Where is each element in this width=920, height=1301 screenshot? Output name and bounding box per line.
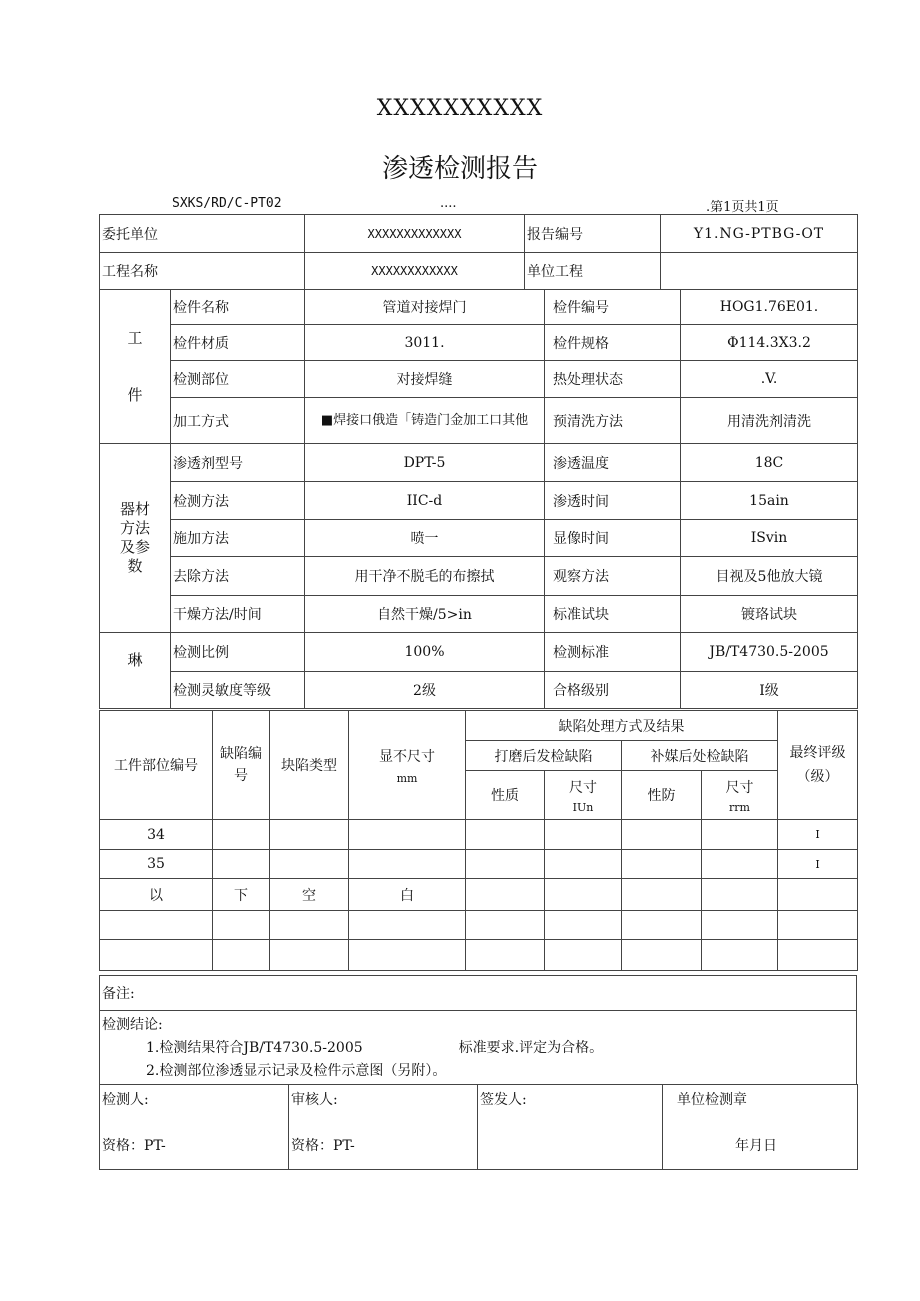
param-label: 检测比例 (171, 633, 305, 672)
param-label: 观察方法 (545, 557, 681, 596)
cell: I (778, 820, 858, 850)
col-nature-2: 性防 (622, 771, 702, 820)
cell (213, 940, 270, 971)
cell (702, 940, 778, 971)
cell (702, 879, 778, 911)
workpiece-label-2: 件 (127, 385, 143, 404)
conclusion-table (99, 975, 857, 1085)
param-label: 检件材质 (171, 325, 305, 361)
reviewer-label: 审核人: (291, 1092, 338, 1108)
cell (622, 820, 702, 850)
param-value: ISvin (681, 520, 858, 557)
form-code: SXKS/RD/C-PT02 (172, 196, 282, 211)
stamp-cell (663, 1085, 858, 1170)
size-2-label: 尺寸 (725, 779, 754, 796)
col-after-grind: 打磨后发检缺陷 (466, 741, 622, 771)
cell (270, 940, 349, 971)
cell (466, 879, 545, 911)
param-value: 自然干燥/5>in (305, 596, 545, 633)
cell (702, 850, 778, 879)
display-size-unit: mm (396, 771, 418, 785)
remarks-label: 备注: (100, 976, 857, 1011)
cell (778, 940, 858, 971)
param-label: 检件规格 (545, 325, 681, 361)
inspector-qualification: 资格：PT- (102, 1138, 166, 1154)
conclusion-label: 检测结论: (102, 1017, 163, 1033)
size-1-unit: IUn (572, 800, 594, 814)
param-value: JB/T4730.5-2005 (681, 633, 858, 672)
param-value: 18C (681, 444, 858, 482)
company-name: XXXXXXXXXX (376, 96, 544, 121)
param-value: Φ114.3X3.2 (681, 325, 858, 361)
param-label: 检件名称 (171, 290, 305, 325)
cell (545, 911, 622, 940)
param-value: 对接焊缝 (305, 361, 545, 398)
param-label: 施加方法 (171, 520, 305, 557)
param-value: 100% (305, 633, 545, 672)
page-info: .第1页共1页 (706, 200, 779, 215)
param-value: .V. (681, 361, 858, 398)
param-label: 去除方法 (171, 557, 305, 596)
cell: 空 (270, 879, 349, 911)
cell (622, 911, 702, 940)
table-row (100, 850, 858, 879)
cell (778, 879, 858, 911)
top-info-table (99, 214, 858, 290)
param-value: 2级 (305, 672, 545, 709)
cell: 白 (349, 879, 466, 911)
inspector-label: 检测人: (102, 1092, 149, 1108)
project-label: 工程名称 (100, 253, 305, 290)
param-label: 检测部位 (171, 361, 305, 398)
cell (778, 911, 858, 940)
report-title: 渗透检测报告 (381, 154, 538, 184)
cell (100, 911, 213, 940)
param-value: 用清洗剂清洗 (681, 398, 858, 444)
cell (622, 850, 702, 879)
cell (545, 850, 622, 879)
workpiece-label-1: 工 (127, 328, 143, 347)
col-size-1 (545, 771, 622, 820)
issuer-cell (478, 1085, 663, 1170)
param-label: 检测标准 (545, 633, 681, 672)
conclusion-cell (100, 1011, 857, 1085)
conclusion-line-1 (102, 1037, 854, 1060)
unit-label: 单位工程 (525, 253, 661, 290)
cell (213, 850, 270, 879)
cell (349, 940, 466, 971)
cell (466, 820, 545, 850)
param-value: I级 (681, 672, 858, 709)
cell (545, 820, 622, 850)
parameters-table (99, 289, 858, 709)
param-value: 用干净不脱毛的布擦拭 (305, 557, 545, 596)
technique-group: 琳 (100, 633, 171, 709)
col-display-size (349, 711, 466, 820)
cell (622, 879, 702, 911)
param-label: 检件编号 (545, 290, 681, 325)
unit-stamp-label: 单位检测章 (677, 1092, 747, 1108)
param-value: IIC-d (305, 482, 545, 520)
cell (349, 850, 466, 879)
signature-table (99, 1084, 858, 1170)
cell (213, 820, 270, 850)
table-row (100, 879, 858, 911)
display-size-label: 显不尺寸 (379, 748, 435, 765)
col-defect-type: 块陷类型 (270, 711, 349, 820)
cell (466, 850, 545, 879)
size-2-unit: rrm (729, 800, 750, 814)
table-row (100, 940, 858, 971)
param-label: 检测灵敏度等级 (171, 672, 305, 709)
col-after-repair: 补媒后处检缺陷 (622, 741, 778, 771)
cell (466, 911, 545, 940)
param-label: 预清洗方法 (545, 398, 681, 444)
param-label: 标准试块 (545, 596, 681, 633)
conclusion-line-1b: 标准要求.评定为合格。 (458, 1040, 604, 1056)
col-treatment: 缺陷处理方式及结果 (466, 711, 778, 741)
workpiece-group (100, 290, 171, 444)
col-size-2 (702, 771, 778, 820)
param-value: 喷一 (305, 520, 545, 557)
param-value: 15ain (681, 482, 858, 520)
cell (213, 911, 270, 940)
cell (100, 940, 213, 971)
equipment-group: 器材方法及参数 (100, 444, 171, 633)
report-no-label: 报告编号 (525, 215, 661, 253)
col-final-grade: 最终评级（级） (778, 711, 858, 820)
cell: I (778, 850, 858, 879)
size-1-label: 尺寸 (569, 779, 597, 796)
form-dots: .... (440, 196, 457, 211)
param-label: 渗透剂型号 (171, 444, 305, 482)
param-label: 加工方式 (171, 398, 305, 444)
date-label: 年月日 (735, 1138, 777, 1154)
cell (349, 911, 466, 940)
param-label: 干燥方法/时间 (171, 596, 305, 633)
cell (702, 911, 778, 940)
cell (622, 940, 702, 971)
cell: 35 (100, 850, 213, 879)
table-row (100, 820, 858, 850)
param-value: ■焊接口俄造「铸造门金加工口其他 (305, 398, 545, 444)
param-label: 合格级别 (545, 672, 681, 709)
param-value: 3011. (305, 325, 545, 361)
results-table (99, 710, 858, 971)
cell (545, 879, 622, 911)
param-value: HOG1.76E01. (681, 290, 858, 325)
cell: 下 (213, 879, 270, 911)
col-defect-no: 缺陷编号 (213, 711, 270, 820)
param-value: DPT-5 (305, 444, 545, 482)
client-value: XXXXXXXXXXXXX (305, 215, 525, 253)
reviewer-cell (289, 1085, 478, 1170)
project-value: XXXXXXXXXXXX (305, 253, 525, 290)
cell (702, 820, 778, 850)
param-value: 管道对接焊门 (305, 290, 545, 325)
inspector-cell (100, 1085, 289, 1170)
table-row (100, 911, 858, 940)
client-label: 委托单位 (100, 215, 305, 253)
cell (349, 820, 466, 850)
unit-value (661, 253, 858, 290)
conclusion-line-2: 2.检测部位渗透显示记录及检件示意图（另附）。 (146, 1063, 447, 1079)
col-nature-1: 性质 (466, 771, 545, 820)
conclusion-line-1a: 1.检测结果符合JB/T4730.5-2005 (146, 1040, 363, 1056)
cell: 34 (100, 820, 213, 850)
cell (270, 820, 349, 850)
cell (270, 911, 349, 940)
param-value: 目视及5他放大镜 (681, 557, 858, 596)
param-label: 渗透温度 (545, 444, 681, 482)
col-part-no: 工件部位编号 (100, 711, 213, 820)
param-label: 渗透时间 (545, 482, 681, 520)
param-label: 热处理状态 (545, 361, 681, 398)
report-no-value: Y1.NG-PTBG-OT (661, 215, 858, 253)
reviewer-qualification: 资格：PT- (291, 1138, 355, 1154)
cell: 以 (100, 879, 213, 911)
cell (270, 850, 349, 879)
cell (466, 940, 545, 971)
param-label: 检测方法 (171, 482, 305, 520)
issuer-label: 签发人: (480, 1092, 527, 1108)
cell (545, 940, 622, 971)
param-label: 显像时间 (545, 520, 681, 557)
param-value: 镀珞试块 (681, 596, 858, 633)
